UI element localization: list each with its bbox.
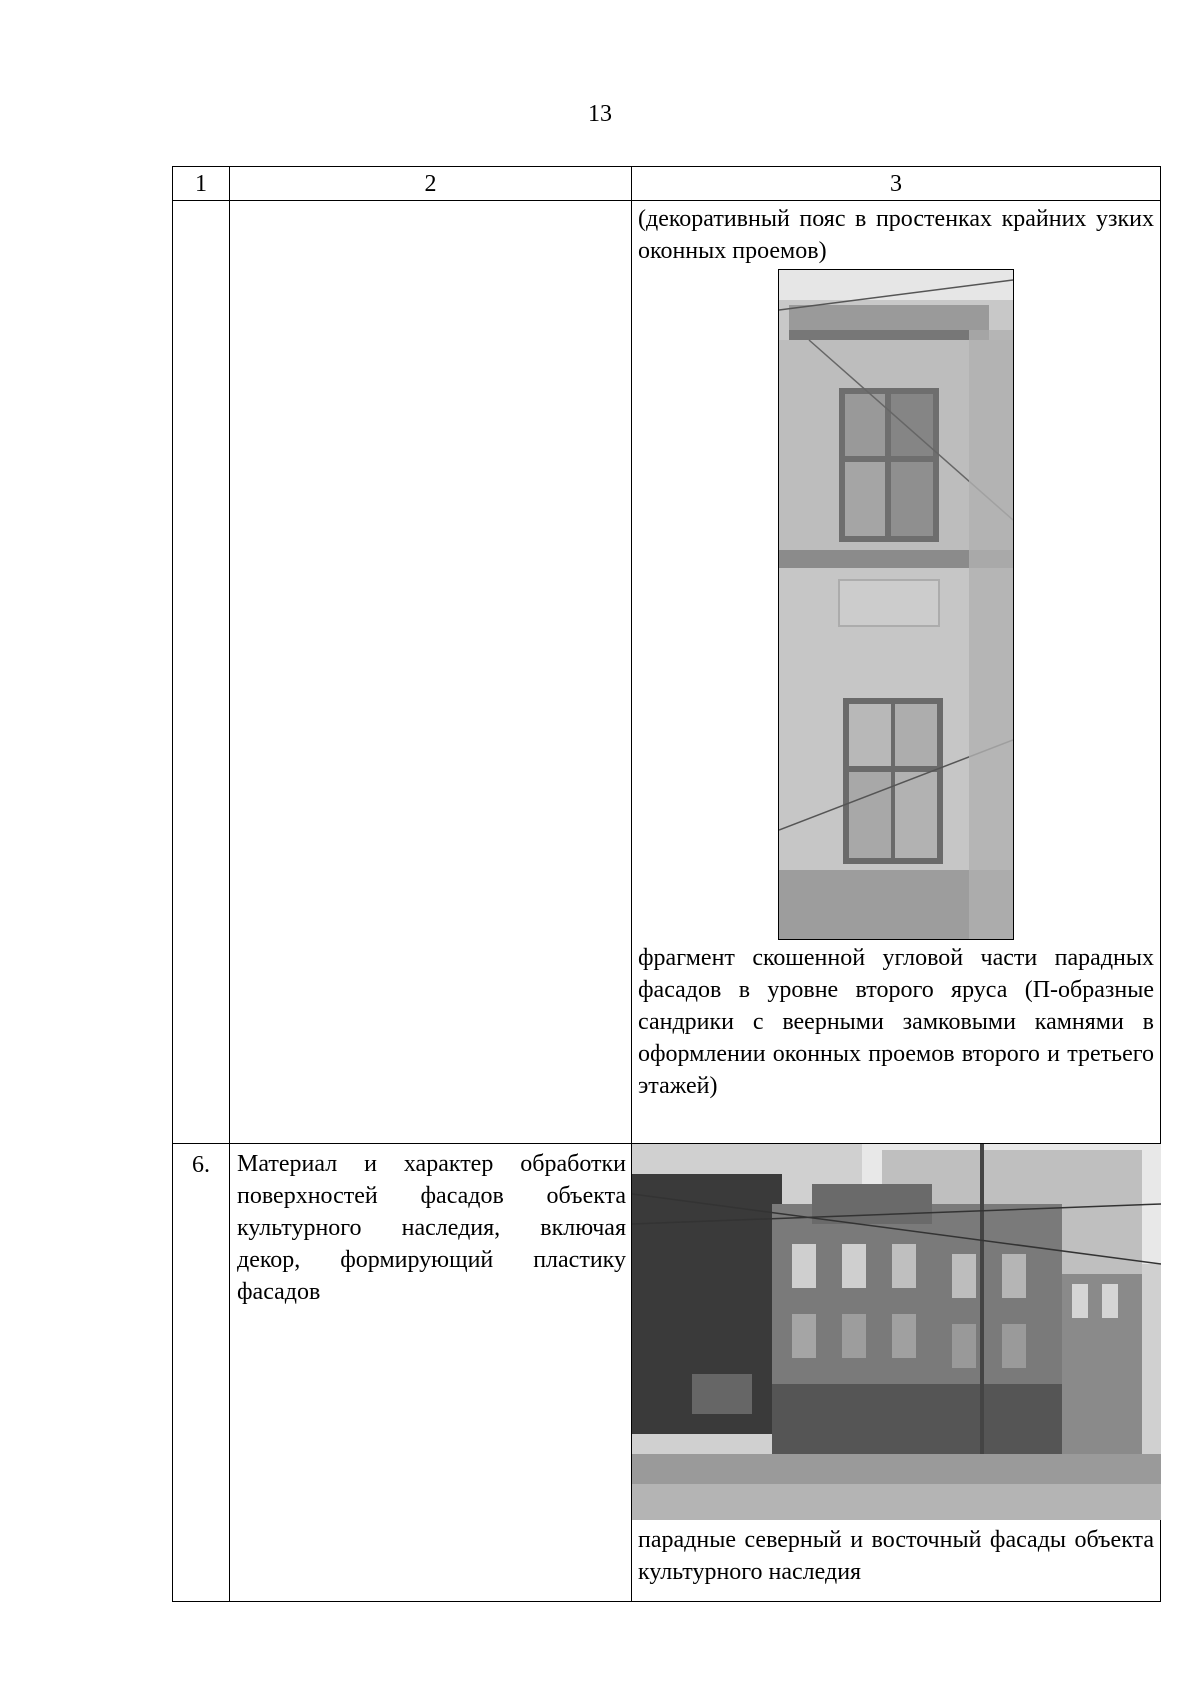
table-row-continued [173,201,1161,1144]
header-col-3: 3 [632,167,1161,201]
facades-caption: парадные северный и восточный фасады объекта культурного наследия [638,1527,1154,1585]
table-row-6 [173,1144,1161,1602]
row-continued-content [632,201,1161,1144]
table-header-row [173,167,1161,201]
row-continued-title [230,201,632,1144]
row-6-content [632,1144,1161,1602]
row-continued-num [173,201,230,1144]
fragment-bottom-caption: фрагмент скошенной угловой части парадных фасадов в уровне второго яруса (П-образные сандрики с веерными замковыми камнями в оформлении оконных проемов второго и третьего этажей) [638,945,1154,1099]
header-col-1: 1 [173,167,230,201]
building-facades-street-photo [632,1144,1161,1520]
fragment-top-caption: (декоративный пояс в простенках крайних узких оконных проемов) [638,206,1154,264]
page-number: 13 [588,101,612,127]
row-6-title: Материал и характер обработки поверхностей фасадов объекта культурного наследия, включая декор, формирующий пластику фасадов [230,1144,632,1602]
building-corner-fragment-photo [778,269,1014,940]
row-6-number: 6. [173,1144,230,1602]
header-col-2: 2 [230,167,632,201]
heritage-table [172,166,1161,1602]
